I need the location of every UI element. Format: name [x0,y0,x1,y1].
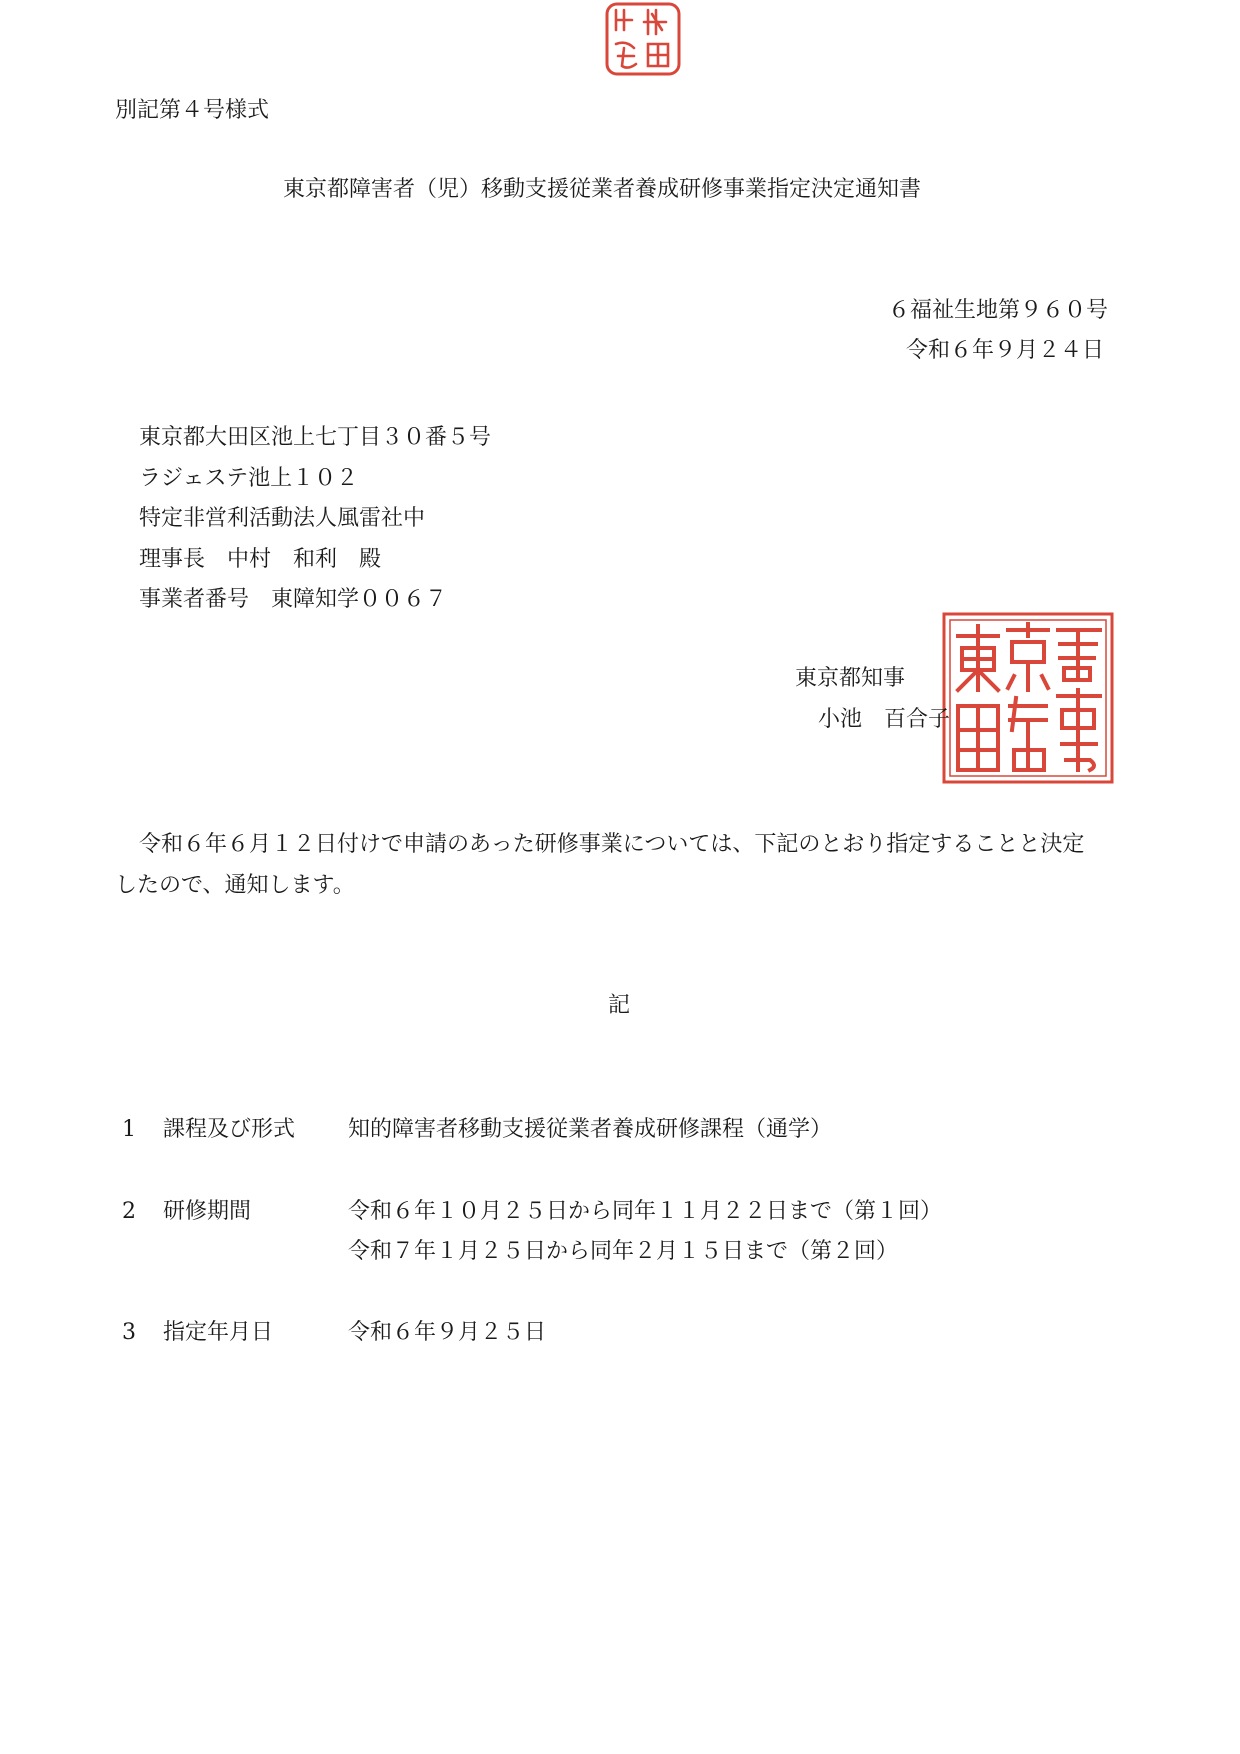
item-value: 令和６年１０月２５日から同年１１月２２日まで（第１回） [348,1199,943,1224]
item-number: 3 [122,1320,136,1345]
issuer-title: 東京都知事 [795,666,906,691]
recipient-address-line1: 東京都大田区池上七丁目３０番５号 [139,425,492,450]
ki-heading: 記 [608,993,631,1018]
item-label: 指定年月日 [163,1320,274,1345]
item-number: 1 [122,1117,136,1142]
body-text-line2: したので、通知します。 [115,873,355,898]
recipient-organization: 特定非営利活動法人風雷社中 [139,506,426,531]
recipient-address-line2: ラジェステ池上１０２ [139,466,359,491]
top-seal-icon [604,0,682,78]
item-label: 研修期間 [163,1199,252,1224]
item-label: 課程及び形式 [163,1117,296,1142]
document-number: ６福祉生地第９６０号 [887,298,1108,323]
item-value: 知的障害者移動支援従業者養成研修課程（通学） [348,1117,833,1142]
document-title: 東京都障害者（児）移動支援従業者養成研修事業指定決定通知書 [283,177,922,202]
recipient-business-number: 事業者番号 東障知学００６７ [139,587,448,612]
issue-date: 令和６年９月２４日 [905,338,1104,363]
item-value-second: 令和７年１月２５日から同年２月１５日まで（第２回） [348,1239,899,1264]
recipient-representative: 理事長 中村 和利 殿 [139,547,382,572]
form-label: 別記第４号様式 [115,98,270,123]
item-value: 令和６年９月２５日 [348,1320,547,1345]
item-number: 2 [122,1199,136,1224]
governor-seal-icon [940,610,1116,786]
issuer-name: 小池 百合子 [818,707,951,732]
body-text-line1: 令和６年６月１２日付けで申請のあった研修事業については、下記のとおり指定することと決定 [139,832,1085,857]
